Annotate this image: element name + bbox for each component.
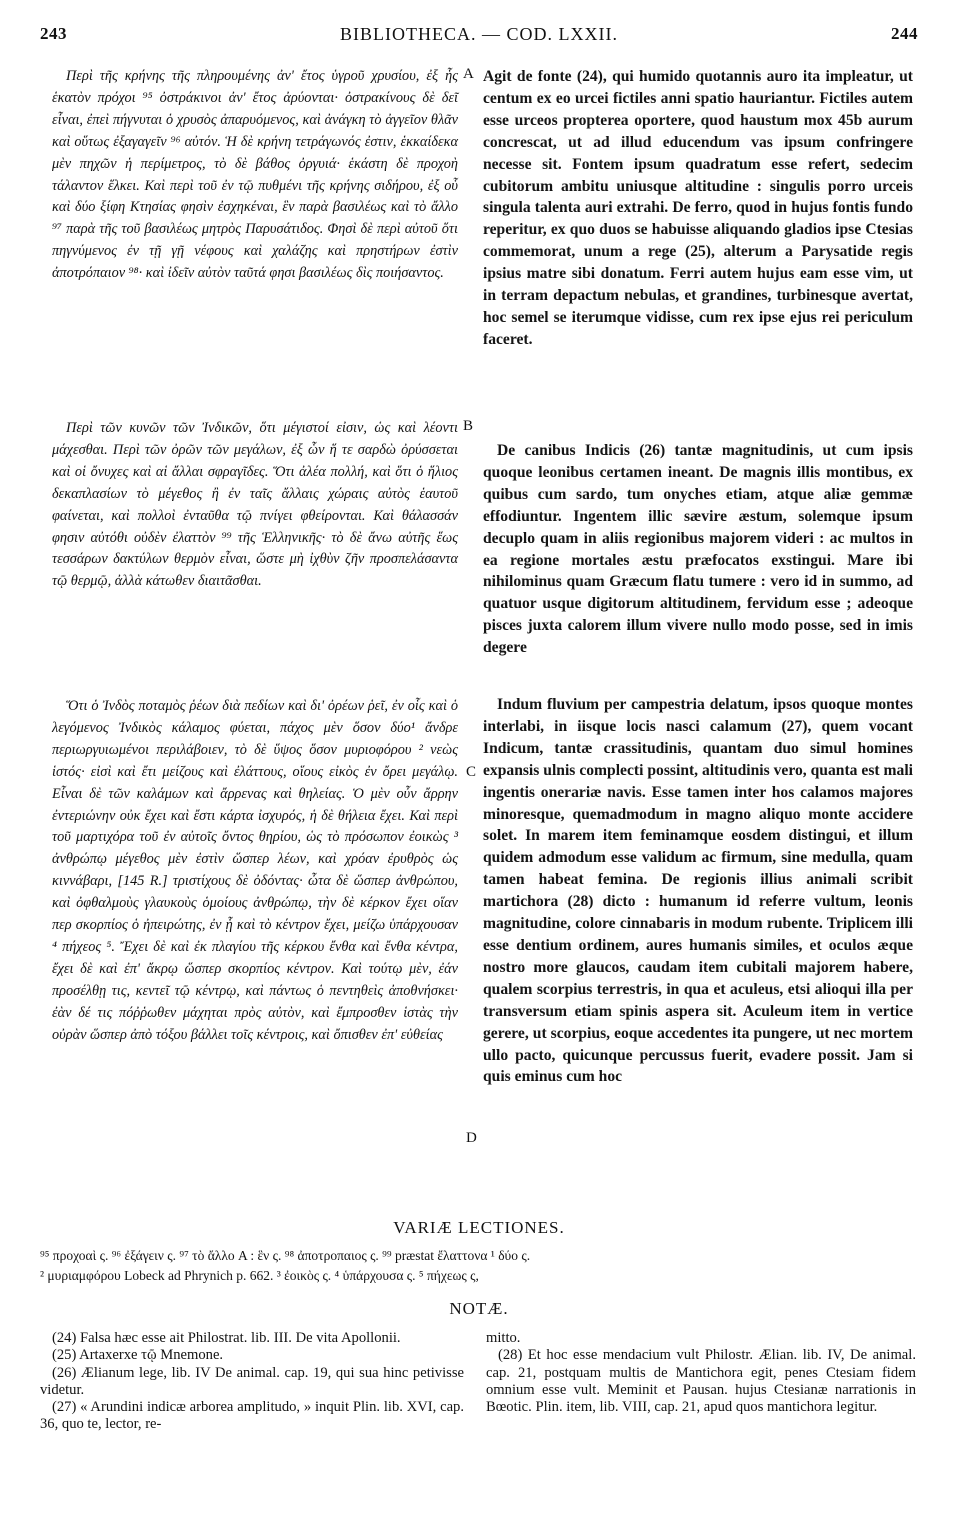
greek-paragraph-2 xyxy=(52,418,458,593)
variae-lectiones-title: VARIÆ LECTIONES. xyxy=(393,1218,565,1237)
running-title: BIBLIOTHECA. — COD. LXXII. xyxy=(340,24,618,44)
note-27: (27) « Arundini indicæ arborea amplitudo, » inquit Plin. lib. XVI, cap. 36, quo te, lector, re- xyxy=(40,1399,464,1433)
note-28: (28) Et hoc esse mendacium vult Philostr. Ælian. lib. IV, De animal. cap. 21, postquam multis de Mantichora egit, penes Ctesiam fidem omnium esse vult. Meminit et Pausan. hujus Ctesianæ narrationis in Bœotic. Plin. item, lib. VIII, cap. 21, apud quos mantichora legitur. xyxy=(486,1347,916,1416)
variae-lectiones-line-2: ² μυριαμφόρου Lobeck ad Phrynich p. 662. ³ ἐοικὸς ς. ⁴ ὑπάρχουσα ς. ⁵ πήχεως ς, xyxy=(40,1268,479,1283)
margin-letter-d: D xyxy=(466,1130,477,1146)
note-26: (26) Ælianum lege, lib. IV De animal. cap. 19, qui sua hinc petivisse videtur. xyxy=(40,1364,464,1398)
greek-paragraph-3 xyxy=(52,696,458,1047)
latin-text: Agit de fonte (24), qui humido quotannis auro ita impleatur, ut centum ex eo urcei fictiles anni spatio hauriantur. Fictiles autem esse urceos propterea oportere, quod haustum mox 45b aurum concrescat, ut ad illud educendum vas ipsum confringere necesse sit. Fontem ipsum quadratum esse refert, sedecim cubitorum ambitu uniusque altitudine : singulis porro urceis singula talenta auri extrahi. De ferro, quod in hujus fontis fundo reperitur, ex quo duos se habuisse aliquando gladios ipse Ctesias commemorat, unum a rege (25), alterum a Parysatide regis ipsius matre sibi donatum. Ferri autem hujus eam esse vim, ut in terram depactum nebulas, et grandines, turbinesque avertat, hoc semel se iterumque vidisse, cum rex ipse ejus rei periculum faceret. xyxy=(483,68,913,348)
margin-letter-c: C xyxy=(466,764,477,780)
notae-right-column xyxy=(486,1330,916,1416)
latin-paragraph-1 xyxy=(483,66,913,351)
latin-text: De canibus Indicis (26) tantæ magnitudinis, ut cum ipsis quoque leonibus certamen ineant. De magnis illis montibus, ex quibus cum sardo, tum onyches etiam, atque aliæ gemmæ effodiuntur. Ingentem illic sævire æstum, solemque ipsum decuplo quam in aliis regionibus majorem videri : ac multos in ea regione mortales æstu præfocatos exstingui. Mare ibi nihilominus quam Græcum flatu tumere : vero id in summo, ad quatuor usque digitorum altitudinem, fervidum esse ; adeoque pisces juxta calorem illum vivere nullo modo posse, sed in imis degere xyxy=(483,442,913,657)
notae-left-column xyxy=(40,1330,464,1434)
latin-paragraph-3 xyxy=(483,694,913,1088)
note-25: (25) Artaxerxe τῷ Mnemone. xyxy=(52,1347,224,1364)
latin-paragraph-2 xyxy=(483,440,913,659)
note-24: (24) Falsa hæc esse ait Philostrat. lib. III. De vita Apollonii. xyxy=(52,1330,401,1346)
latin-text: Indum fluvium per campestria delatum, ipsos quoque montes interlabi, in iisque locis nasci calamum (27), quem vocant Indicum, tantæ crassitudinis, quantam duo simul homines expansis ulnis complecti possint, altitudinis vero, quanta est mali ingentis onerariæ navis. Esse tamen inter hos calamos majores minoresque, quemadmodum in magno aliquo monte accidere solet. In marem item feminamque eosdem distingui, et illum quidem admodum esse validum ac firmum, sine medulla, quam tamen habeat femina. De regionis illius animali scribit martichora (28) dicto : humanum id referre vultum, leonis magnitudine, colore cinnabaris in modum rubente. Triplicem illi esse dentium ordinem, aures humanis similes, et oculos æque nostro more glaucos, caudam item cubitali majorem habere, qualem scorpius terrestris, in qua et aculeus, etsi alioqui illa per transversum etiam spinis aspera sit. Aculeum item in vertice gerere, ut scorpius, eoque accedentes ita pungere, ut nec mortem ullo pacto, quicunque percussus fuerit, evadere possit. Jam si quis eminus cum hoc xyxy=(483,696,913,1086)
greek-paragraph-1 xyxy=(52,66,458,285)
note-27-continuation: mitto. xyxy=(486,1330,521,1346)
variae-lectiones-line-1: ⁹⁵ προχοαὶ ς. ⁹⁶ ἐξάγειν ς. ⁹⁷ τὸ ἄλλο A : ἓν ς. ⁹⁸ ἀποτροπαιος ς. ⁹⁹ præstat ἔλαττονα ¹ δύο ς. xyxy=(40,1248,531,1263)
margin-letter-a: A xyxy=(463,66,474,82)
greek-text: Ὅτι ὁ Ἰνδὸς ποταμὸς ῥέων διὰ πεδίων καὶ δι' ὀρέων ῥεῖ, ἐν οἷς καὶ ὁ λεγόμενος Ἰνδικὸς κάλαμος φύεται, πάχος μὲν ὅσον δύο¹ ἄνδρε περιωργυιωμένοι περιλάβοιεν, τὸ δὲ ὕψος ὅσον μυριοφόρου ² νεὼς ἱστός· εἰσὶ καὶ ἔτι μείζους καὶ ἐλάττους, οἵους εἰκὸς ἐν ὄρει μεγάλῳ. Εἶναι δὲ τῶν καλάμων καὶ ἄρρενας καὶ θηλείας. Ὁ μὲν οὖν ἄρρην ἐντεριώνην οὐκ ἔχει καὶ ἔστι κάρτα ἰσχυρός, ἡ δὲ θήλεια ἔχει. Καὶ περὶ τοῦ μαρτιχόρα τοῦ ἐν αὐτοῖς ὄντος θηρίου, ὡς τὸ πρόσωπον ἐοικὼς ³ ἀνθρώπῳ μέγεθος μὲν ἐστὶν ὥσπερ λέων, καὶ χρόαν ἐρυθρὸς ὡς κιννάβαρι, [145 R.] τριστίχους δὲ ὀδόντας· ὦτα δὲ ὥσπερ ἀνθρώπου, καὶ ὀφθαλμοὺς γλαυκοὺς ὁμοίους ἀνθρώπῳ, τὴν δὲ κέρκον ἔχει οἵαν περ σκορπίος ὁ ἠπειρώτης, ἐν ᾗ καὶ τὸ κέντρον ἔχει, μείζω ὑπάρχουσαν ⁴ πήχεος ⁵. Ἔχει δὲ καὶ ἐκ πλαγίου τῆς κέρκου ἔνθα καὶ ἔνθα κέντρα, ἔχει δὲ καὶ ἐπ' ἄκρῳ ὥσπερ σκορπίος κέντρον. Καὶ τούτῳ μὲν, ἐάν προσέλθῃ τις, κεντεῖ τῷ κέντρῳ, καὶ πάντως ὁ πεντηθεὶς ἀποθνήσκει· ἐὰν δέ τις πόῤῥωθεν μάχηται πρὸς αὐτὸν, καὶ ἔμπροσθεν ἱστὰς τὴν οὐρὰν ὥσπερ ἀπὸ τόξου βάλλει τοῖς κέντροις, καὶ ὄπισθεν ἐπ' εὐθείας xyxy=(52,698,458,1043)
greek-text: Περὶ τῶν κυνῶν τῶν Ἰνδικῶν, ὅτι μέγιστοί εἰσιν, ὡς καὶ λέοντι μάχεσθαι. Περὶ τῶν ὀρῶν τῶν μεγάλων, ἐξ ὧν ἥ τε σαρδὼ ὀρύσσεται καὶ οἱ ὄνυχες καὶ αἱ ἄλλαι σφραγῖδες. Ὅτι ἀλέα πολλή, καὶ ὅτι ὁ ἥλιος δεκαπλασίων τὸ μέγεθος ἢ ἐν ταῖς ἄλλαις χώραις αὐτὸς ἑαυτοῦ φαίνεται, καὶ πολλοὶ ἐνταῦθα τῷ πνίγει φθείρονται. Καὶ θάλασσάν φησιν αὐτόθι οὐδὲν ἐλαττὸν ⁹⁹ τῆς Ἑλληνικῆς· τὸ δὲ ἄνω αὐτῆς ἕως τεσσάρων δακτύλων θερμὸν εἶναι, ὥστε μὴ ἰχθὺν ζῆν προσπελάσαντα τῷ θερμῷ, ἀλλὰ κάτωθεν διαιτᾶσθαι. xyxy=(52,420,458,590)
right-page-number: 244 xyxy=(891,24,918,43)
margin-letter-b: B xyxy=(463,418,474,434)
notae-title: NOTÆ. xyxy=(449,1299,509,1318)
left-page-number: 243 xyxy=(40,24,67,43)
greek-text: Περὶ τῆς κρήνης τῆς πληρουμένης ἀν' ἔτος ὑγροῦ χρυσίου, ἐξ ἧς ἑκατὸν πρόχοι ⁹⁵ ὀστράκινοι ἀν' ἔτος ἀρύονται· ὀστρακίνους δὲ δεῖ εἶναι, ἐπεὶ πήγνυται ὁ χρυσὸς ἀπαρυόμενος, καὶ ἀνάγκη τὸ ἀγγεῖον θλᾶν καὶ οὕτως ἐξαγαγεῖν ⁹⁶ αὐτόν. Ἡ δὲ κρήνη τετράγωνός ἐστιν, ἑκκαίδεκα μὲν πηχῶν ἡ περίμετρος, τὸ δὲ βάθος ὀργυιά· ἑκάστη δὲ προχοὴ τάλαντον ἕλκει. Καὶ περὶ τοῦ ἐν τῷ πυθμένι τῆς κρήνης σιδήρου, ἐξ οὗ καὶ δύο ξίφη Κτησίας φησὶν ἐσχηκέναι, ἓν παρὰ βασιλέως καὶ τὸ ἄλλο ⁹⁷ παρὰ τῆς τοῦ βασιλέως μητρὸς Παρυσάτιδος. Φησὶ δὲ περὶ αὐτοῦ ὅτι πηγνύμενος ἐν τῇ γῇ νέφους καὶ χαλάζης καὶ πρηστήρων ἐστὶν ἀποτρόπαιον ⁹⁸· καὶ ἰδεῖν αὐτὸν ταῦτά φησι βασιλέως δὶς ποιήσαντος. xyxy=(52,68,458,282)
